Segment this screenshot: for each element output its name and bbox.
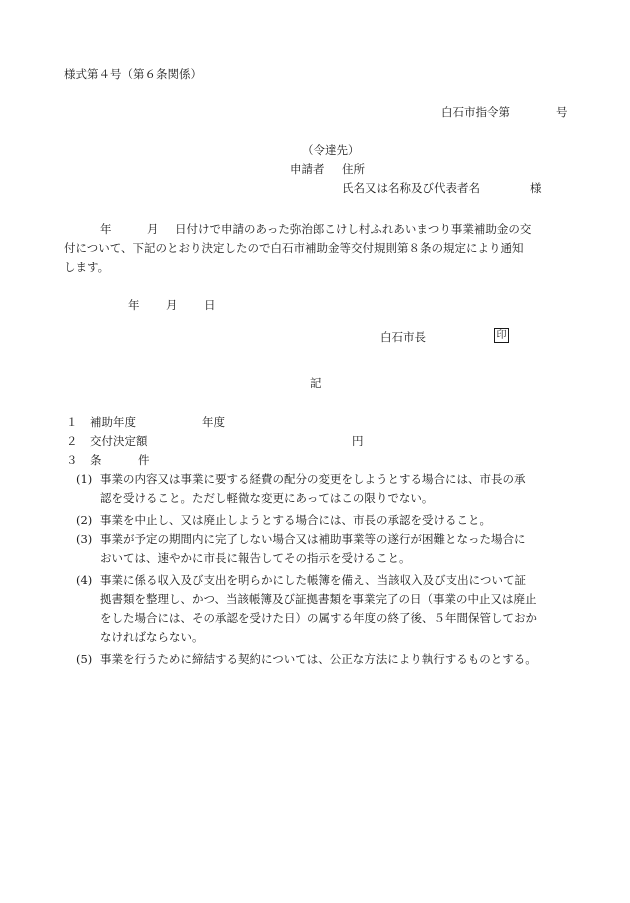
- condition-1-line-1: 事業の内容又は事業に要する経費の配分の変更をしようとする場合には、市長の承: [100, 472, 526, 486]
- ki-heading: 記: [310, 376, 322, 390]
- applicant-label: 申請者: [290, 162, 325, 176]
- condition-3-line-1: 事業が予定の期間内に完了しない場合又は補助事業等の遂行が困難となった場合に: [100, 532, 526, 546]
- issuer-title: 白石市長: [380, 330, 426, 344]
- item-3-label-a: 条: [90, 453, 102, 467]
- item-3-label-b: 件: [138, 453, 150, 467]
- condition-3-line-2: おいては、速やかに市長に報告してその指示を受けること。: [100, 551, 411, 565]
- body-line-1: 日付けで申請のあった弥治郎こけし村ふれあいまつり事業補助金の交: [175, 222, 532, 236]
- item-1-number: １: [66, 415, 78, 429]
- form-number: 様式第４号（第６条関係）: [64, 67, 202, 81]
- condition-4-line-4: なければならない。: [100, 630, 204, 644]
- condition-3-number: (3): [76, 532, 93, 546]
- condition-5-line-1: 事業を行うために締結する契約については、公正な方法により執行するものとする。: [100, 652, 537, 666]
- condition-4-line-2: 拠書類を整理し、かつ、当該帳簿及び証拠書類を事業完了の日（事業の中止又は廃止: [100, 592, 537, 606]
- condition-1-line-2: 認を受けること。ただし軽微な変更にあってはこの限りでない。: [100, 491, 434, 505]
- condition-2-line-1: 事業を中止し、又は廃止しようとする場合には、市長の承認を受けること。: [100, 513, 491, 527]
- name-label: 氏名又は名称及び代表者名: [342, 181, 480, 195]
- item-2-number: ２: [66, 434, 78, 448]
- item-2-label: 交付決定額: [90, 434, 148, 448]
- condition-5-number: (5): [76, 652, 93, 666]
- address-label: 住所: [342, 162, 365, 176]
- body-line-2: 付について、下記のとおり決定したので白石市補助金等交付規則第８条の規定により通知: [64, 241, 524, 255]
- condition-4-line-1: 事業に係る収入及び支出を明らかにした帳簿を備え、当該収入及び支出について証: [100, 573, 526, 587]
- item-2-suffix: 円: [352, 434, 364, 448]
- honorific: 様: [530, 181, 542, 195]
- date-month: 月: [166, 298, 178, 312]
- item-3-number: ３: [66, 453, 78, 467]
- condition-2-number: (2): [76, 513, 93, 527]
- body-month: 月: [147, 222, 159, 236]
- date-day: 日: [204, 298, 216, 312]
- order-number-suffix: 号: [556, 105, 568, 119]
- recipient-heading: （令達先）: [302, 143, 360, 157]
- date-year: 年: [128, 298, 140, 312]
- condition-4-number: (4): [76, 573, 93, 587]
- condition-4-line-3: をした場合には、その承認を受けた日）の属する年度の終了後、５年間保管しておか: [100, 611, 537, 625]
- item-1-label: 補助年度: [90, 415, 136, 429]
- condition-1-number: (1): [76, 472, 93, 486]
- order-number-prefix: 白石市指令第: [441, 105, 510, 119]
- seal-box: 印: [494, 328, 509, 343]
- item-1-suffix: 年度: [202, 415, 225, 429]
- body-year: 年: [100, 222, 112, 236]
- body-line-3: します。: [64, 260, 110, 274]
